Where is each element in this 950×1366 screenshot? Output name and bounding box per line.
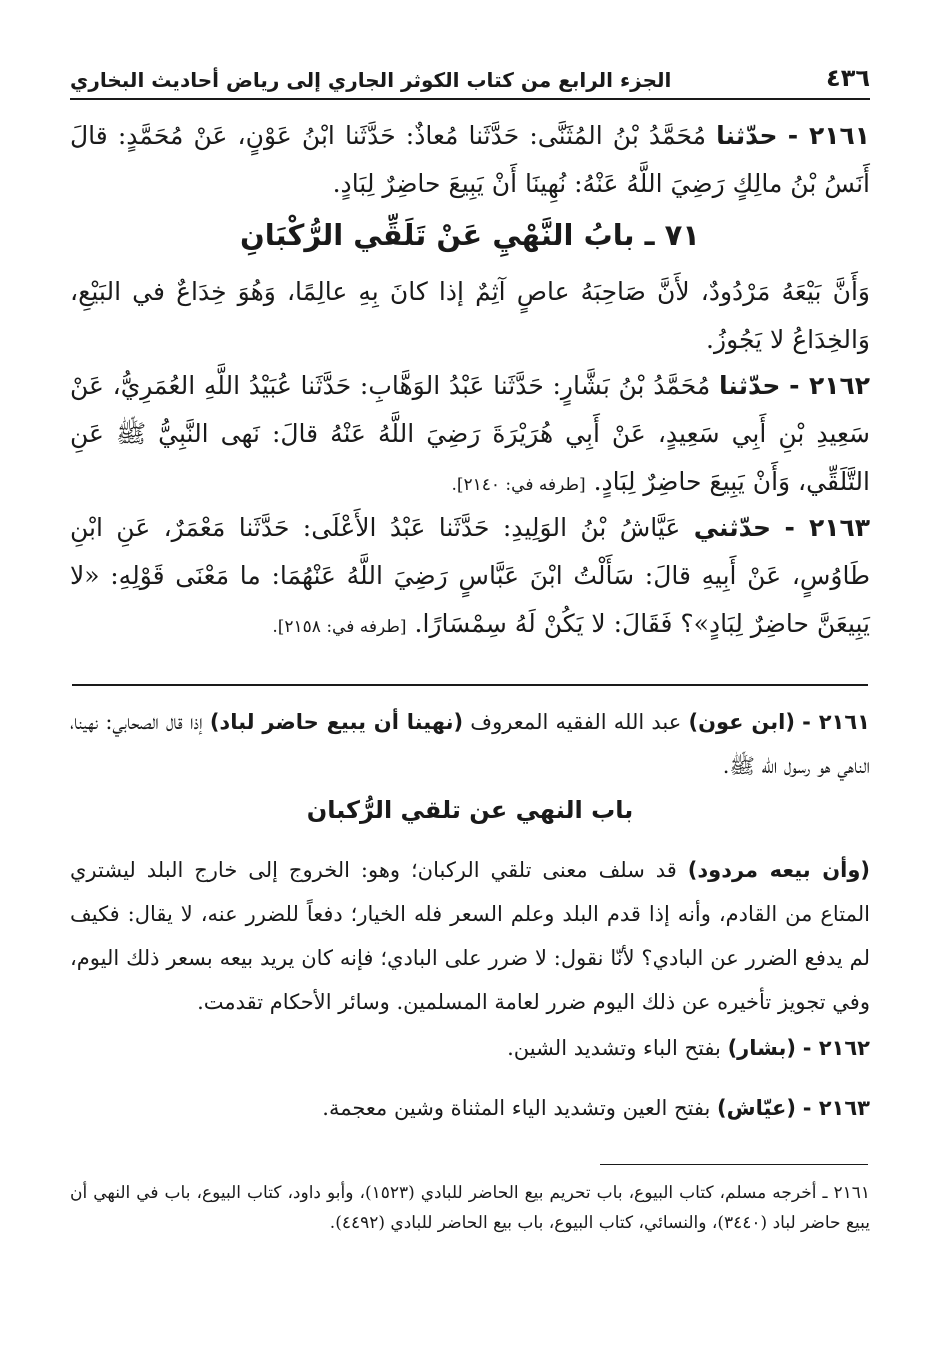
footnote: [70, 1178, 870, 1238]
commentary-number: ٢١٦٣ -: [802, 1096, 870, 1120]
commentary-keyword: (وأن بيعه مردود): [687, 858, 871, 882]
hadith-2162: [70, 362, 870, 509]
commentary-paragraph: [70, 848, 870, 1024]
commentary-text: بفتح الباء وتشديد الشين.: [507, 1036, 728, 1060]
hadith-text: عَيَّاشُ بْنُ الوَلِيدِ: حَدَّثَنا عَبْدُ الأَعْلَى: حَدَّثَنا مَعْمَرٌ، عَنِ ابْنِ طَاوُسٍ، عَنْ أَبِيهِ قالَ: سَأَلْتُ ابْنَ عَبَّاسٍ رَضِيَ اللَّهُ عَنْهُمَا: ما مَعْنَى قَوْلِهِ: «لا يَبِيعَنَّ حاضِرٌ لِبَادٍ»؟ فَقَالَ: لا يَكُنْ لَهُ سِمْسَارًا.: [70, 513, 870, 638]
footnote-divider: [600, 1164, 868, 1165]
hadith-2163: [70, 504, 870, 651]
commentary-text: قد سلف معنى تلقي الركبان؛ وهو: الخروج إلى خارج البلد ليشتري المتاع من القادم، وأنه إذا قدم البلد وعلم السعر فله الخيار؛ دفعاً للضرر عنه، لا يقال: فكيف لم يدفع الضرر عن البادي؟ لأنّا نقول: لا ضرر على البادي؛ فإنه كان يريد بيعه بسعر ذلك اليوم، وفي تجويز تأخيره عن ذلك اليوم ضرر لعامة المسلمين. وسائر الأحكام تقدمت.: [70, 858, 870, 1014]
commentary-number: ٢١٦٢ -: [802, 1036, 870, 1060]
commentary-2162: [70, 1026, 870, 1070]
commentary-heading: باب النهي عن تلقي الرُّكبان: [306, 796, 634, 824]
commentary-keyword: (ابن عون): [688, 710, 795, 734]
commentary-2161: [70, 700, 870, 788]
commentary-text: إذا قال الصحابي: نهينا، الناهي هو رسول الله ﷺ.: [70, 710, 870, 778]
commentary-text: عبد الله الفقيه المعروف: [463, 710, 689, 734]
hadith-number: ٢١٦١ -: [787, 121, 870, 150]
commentary-keyword: (نهينا أن يبيع حاضر لباد): [209, 710, 464, 734]
hadith-number: ٢١٦٣ -: [784, 513, 870, 542]
commentary-text: بفتح العين وتشديد الياء المثناة وشين معجمة.: [322, 1096, 718, 1120]
running-title: الجزء الرابع من كتاب الكوثر الجاري إلى رياض أحاديث البخاري: [70, 68, 672, 92]
hadith-2161: [70, 112, 870, 208]
hadith-lead: حدّثني: [693, 513, 772, 542]
hadith-text: مُحَمَّدُ بْنُ المُثَنَّى: حَدَّثَنا مُعاذٌ: حَدَّثَنا ابْنُ عَوْنٍ، عَنْ مُحَمَّدٍ: قالَ أَنَسُ بْنُ مالِكٍ رَضِيَ اللَّهُ عَنْهُ: نُهِينَا أَنْ يَبِيعَ حاضِرٌ لِبَادٍ.: [70, 121, 870, 198]
page-header: [70, 52, 870, 100]
hadith-lead: حدّثنا: [718, 371, 781, 400]
footnote-text: ٢١٦١ ـ أخرجه مسلم، كتاب البيوع، باب تحريم بيع الحاضر للبادي (١٥٢٣)، وأبو داود، كتاب البيوع، باب في النهي أن يبيع حاضر لباد (٣٤٤٠)، والنسائي، كتاب البيوع، باب بيع الحاضر للبادي (٤٤٩٢).: [70, 1183, 870, 1233]
hadith-number: ٢١٦٢ -: [789, 371, 870, 400]
hadith-text: مُحَمَّدُ بْنُ بَشَّارٍ: حَدَّثَنا عَبْدُ الوَهَّابِ: حَدَّثَنا عُبَيْدُ اللَّهِ العُمَرِيُّ، عَنْ سَعِيدِ بْنِ أَبِي سَعِيدٍ، عَنْ أَبِي هُرَيْرَةَ رَضِيَ اللَّهُ عَنْهُ قالَ: نَهى النَّبِيُّ ﷺ عَنِ التَّلَقِّي، وَأَنْ يَبِيعَ حاضِرٌ لِبَادٍ.: [70, 371, 870, 496]
cross-reference: [طرفه في: ٢١٥٨].: [272, 617, 407, 637]
commentary-2163: [70, 1086, 870, 1130]
hadith-lead: حدّثنا: [716, 121, 778, 150]
page-number: ٤٣٦: [826, 64, 870, 92]
commentary-number: ٢١٦١ -: [802, 710, 870, 734]
chapter-description: وَأَنَّ بَيْعَهُ مَرْدُودٌ، لأَنَّ صَاحِبَهُ عاصٍ آثِمٌ إذا كانَ بِهِ عالِمًا، وَهُوَ خِدَاعٌ في البَيْعِ، وَالخِدَاعُ لا يَجُوزُ.: [70, 277, 870, 354]
chapter-text: [70, 268, 870, 364]
cross-reference: [طرفه في: ٢١٤٠].: [451, 475, 586, 495]
commentary-keyword: (بشار): [727, 1036, 796, 1060]
commentary-divider: [72, 684, 868, 686]
chapter-title: ٧١ ـ بابُ النَّهْيِ عَنْ تَلَقِّي الرُّكْبَانِ: [239, 218, 701, 252]
commentary-keyword: (عيّاش): [717, 1096, 796, 1120]
